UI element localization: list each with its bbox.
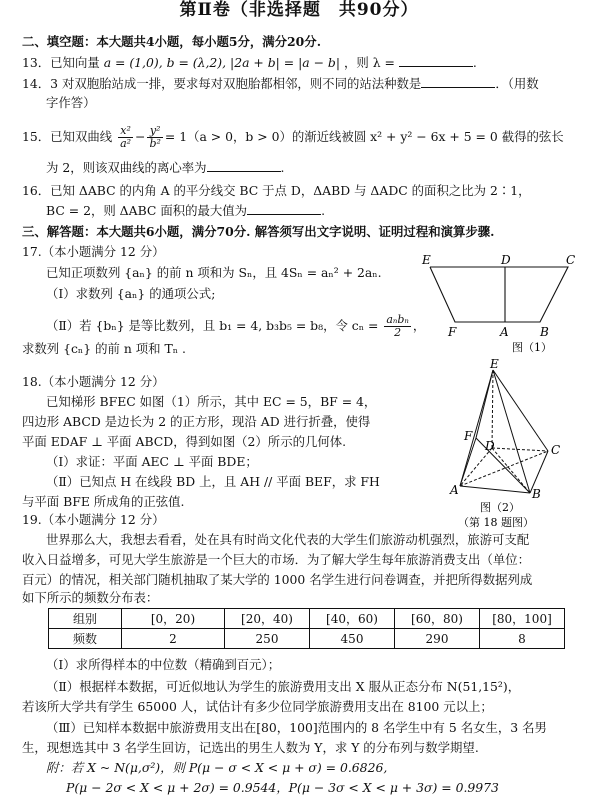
table-cell: 290 [395,629,480,649]
table-cell: 250 [225,629,310,649]
question-16: 16．已知 ΔABC 的内角 A 的平分线交 BC 于点 D，ΔABD 与 ΔADC 的面积之比为 2∶1， [22,183,531,198]
table-cell: [0，20) [122,609,225,629]
q19-line2: 收入日益增多，可见大学生旅游是一个巨大的市场．为了解大学生每年旅游消费支出（单位： [22,552,531,567]
fig2-label-b: B [532,487,541,501]
question-16-line2: BC = 2，则 ΔABC 面积的最大值为 . [46,203,326,218]
fig1-label-b: B [540,325,549,339]
fig2-caption: 图（2） [480,501,520,514]
question-17-heading: 17.（本小题满分 12 分） [22,244,165,259]
table-cell: 450 [310,629,395,649]
q19-part2-line1: （Ⅱ）根据样本数据，可近似地认为学生的旅游费用支出 X 服从正态分布 N(51,15²)， [46,679,521,694]
table-row [49,609,565,629]
q18-line6: 与平面 BFE 所成角的正弦值. [22,494,185,509]
q19-part3-line2: 生，现想选其中 3 名学生回访，记选出的男生人数为 Y，求 Y 的分布列与数学期望. [22,740,479,755]
question-18-heading: 18.（本小题满分 12 分） [22,374,165,389]
fill-in-section-heading: 二、填空题：本大题共4小题，每小题5分，满分20分. [22,34,322,49]
q13-condition: |2a + b| = |a − b| [230,55,341,70]
q18-line5: （Ⅱ）已知点 H 在线段 BD 上，且 AH // 平面 BEF，求 FH [46,474,380,489]
table-header-cell: 频数 [49,629,122,649]
table-cell: 2 [122,629,225,649]
q15-fraction-x: $\frac{\text{x²}}{\text{a²}}$ [120,124,132,150]
solution-section-heading: 三、解答题：本大题共6小题，满分70分. 解答须写出文字说明、证明过程和演算步骤. [22,224,495,239]
q19-part3-line1: （Ⅲ）已知样本数据中旅游费用支出在[80，100]范围内的 8 名学生中有 5 名女生，3 名男 [46,720,547,735]
q17-cn-fraction: $\frac{\text{aₙbₙ}}{2}$ [386,313,409,339]
answer-blank [421,76,495,88]
q19-line3: 百元）的情况，相关部门随机抽取了某大学的 1000 名学生进行问卷调查，并把所得数据列成 [22,572,533,587]
q19-part1: （Ⅰ）求所得样本的中位数（精确到百元）； [46,657,281,672]
fig1-label-c: C [566,253,576,267]
fig1-caption: 图（1） [512,341,552,354]
q18-line4: （Ⅰ）求证：平面 AEC ⊥ 平面 BDE； [46,454,258,469]
q14-line1-tail: ．（用数 [495,76,539,91]
question-19-heading: 19.（本小题满分 12 分） [22,512,165,527]
q19-note-line2: P(μ − 2σ < X < μ + 2σ) = 0.9544，P(μ − 3σ < X < μ + 3σ) = 0.9973 [66,780,499,795]
fig2-label-f: F [464,429,473,443]
q13-vectors: a = (1,0), b = (λ,2), [103,55,227,70]
fig2-caption-problem: （第 18 题图） [458,516,534,529]
q19-note-line1: 附：若 X ~ N(μ,σ²)，则 P(μ − σ < X < μ + σ) = 0.6826, [46,760,388,775]
q13-prefix: 13．已知向量 [22,55,100,70]
question-15: 15．已知双曲线 $\frac{\text{x²}}{\text{a²}}$ − $\frac{\text{y²}}{\text{b²}}$ = 1（a > 0，b > 0）的渐近线被圆 x² + y² − 6x + 5 = 0 截得的弦长 [22,124,564,150]
figure-1-trapezoid [420,250,580,360]
fig2-label-d: D [485,439,495,453]
table-header-cell: 组别 [49,609,122,629]
q15-fraction-y: $\frac{\text{y²}}{\text{b²}}$ [149,124,161,150]
q15-middle: = 1（a > 0，b > 0）的渐近线被圆 x² + y² − 6x + 5 = 0 截得的弦长 [164,129,564,144]
q18-line2: 四边形 ABCD 是边长为 2 的正方形，现沿 AD 进行折叠，使得 [22,414,371,429]
q14-line2: 字作答） [46,95,96,110]
frequency-table [48,608,565,649]
q19-part2-line2: 若该所大学共有学生 65000 人，试估计有多少位同学旅游费用支出在 8100 元以上； [22,699,493,714]
q17-line3-tail: ， [412,318,426,333]
q19-line4: 如下所示的频数分布表： [22,590,159,605]
answer-blank [207,160,281,172]
q18-line3: 平面 EDAF ⊥ 平面 ABCD，得到如图（2）所示的几何体. [22,434,347,449]
answer-blank [399,55,473,67]
table-cell: 8 [480,629,565,649]
q17-line3-text: （Ⅱ）若 {bₙ} 是等比数列，且 b₁ = 4, b₃b₅ = b₈，令 cₙ = [46,318,379,333]
q17-line4: 求数列 {cₙ} 的前 n 项和 Tₙ . [22,341,186,356]
question-14 [22,76,539,92]
table-row [49,629,565,649]
table-cell: [20，40) [225,609,310,629]
fig1-label-a: A [500,325,509,339]
answer-blank [247,203,321,215]
fig2-label-a: A [450,483,459,497]
fig1-label-d: D [501,253,511,267]
question-13: 13．已知向量 a = (1,0), b = (λ,2), |2a + b| = |a − b| ，则 λ = . [22,55,477,70]
q15-line2-text: 为 2，则该双曲线的离心率为 [46,160,207,175]
q14-line1: 14．3 对双胞胎站成一排，要求每对双胞胎都相邻，则不同的站法种数是 [22,76,422,91]
fig2-label-e: E [490,358,499,371]
q17-line1: 已知正项数列 {aₙ} 的前 n 项和为 Sₙ，且 4Sₙ = aₙ² + 2aₙ. [46,265,382,280]
q13-suffix: ，则 λ = [343,55,399,70]
table-cell: [80，100] [480,609,565,629]
figure-2-solid [448,358,588,530]
question-15-line2: 为 2，则该双曲线的离心率为 . [46,160,285,175]
q17-line3 [46,312,425,340]
fig1-label-e: E [422,253,431,267]
q16-line2-text: BC = 2，则 ΔABC 面积的最大值为 [46,203,248,218]
section-title: 第Ⅱ卷（非选择题 共90分） [179,0,419,20]
fig1-label-f: F [448,325,457,339]
fig2-label-c: C [551,443,561,457]
table-cell: [40，60) [310,609,395,629]
q17-line2: （Ⅰ）求数列 {aₙ} 的通项公式; [46,286,216,301]
q15-prefix: 15．已知双曲线 [22,129,113,144]
q18-line1: 已知梯形 BFEC 如图（1）所示，其中 EC = 5，BF = 4， [46,394,377,409]
table-cell: [60，80) [395,609,480,629]
q19-line1: 世界那么大，我想去看看，处在具有时尚文化代表的大学生们旅游动机强烈，旅游可支配 [46,532,530,547]
